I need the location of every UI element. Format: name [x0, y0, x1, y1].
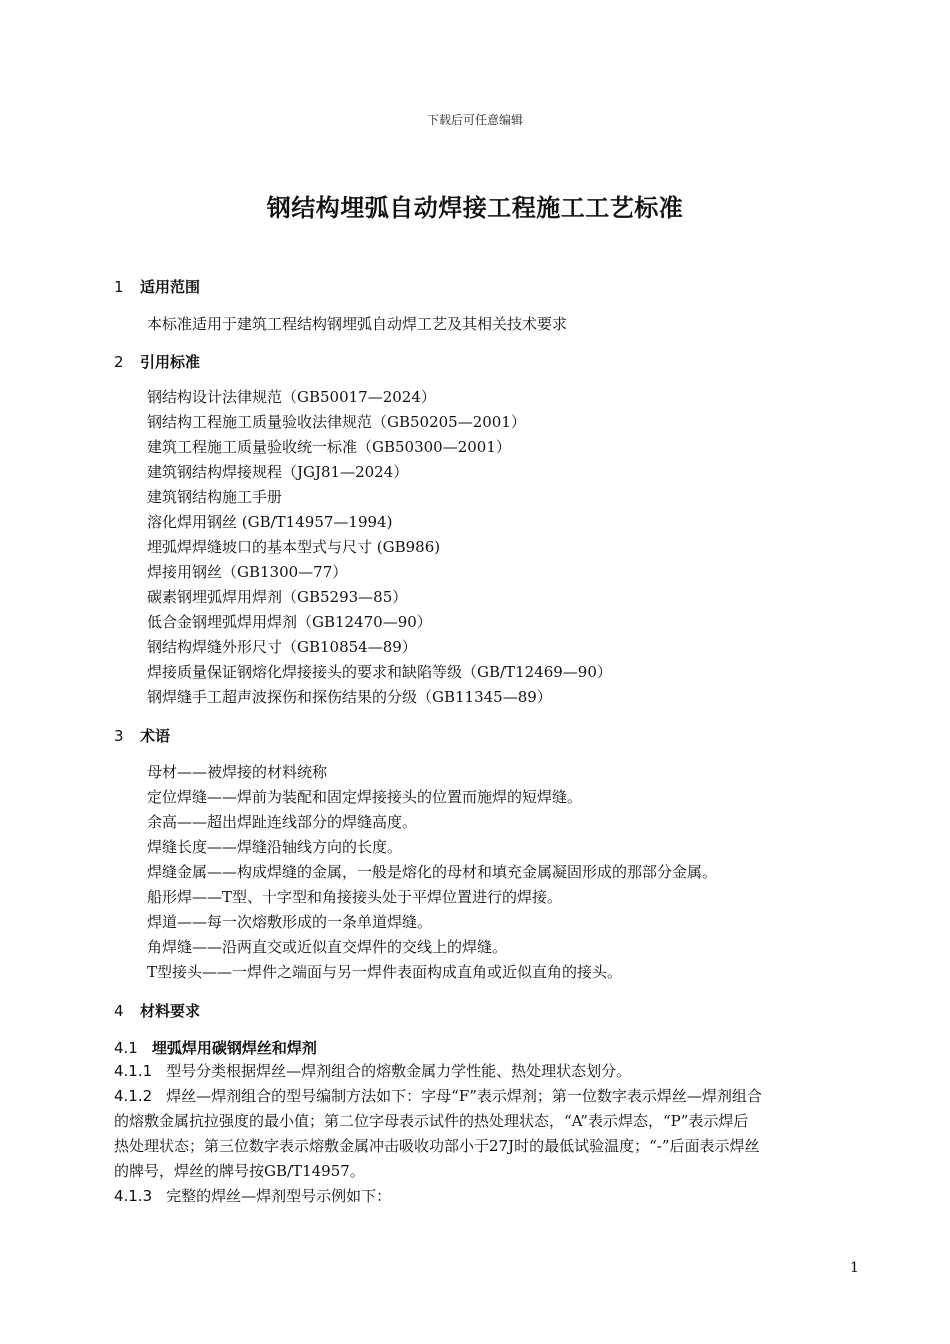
subsection-number: 4.1 [114, 1039, 138, 1057]
section-number: 2 [114, 353, 124, 371]
section-number: 1 [114, 278, 124, 296]
clause-number: 4.1.1 [114, 1062, 153, 1080]
section-title: 适用范围 [140, 278, 201, 296]
clause-number: 4.1.2 [114, 1087, 153, 1105]
clause-4-1-1 [114, 1059, 860, 1084]
list-item: 钢焊缝手工超声波探伤和探伤结果的分级（GB11345—89） [147, 688, 552, 706]
list-item: 建筑钢结构施工手册 [147, 488, 283, 506]
section-1-heading [114, 276, 200, 297]
list-item: 焊缝长度——焊缝沿轴线方向的长度。 [147, 838, 403, 856]
list-item: 焊道——每一次熔敷形成的一条单道焊缝。 [147, 913, 433, 931]
list-item: 船形焊——T型、十字型和角接接头处于平焊位置进行的焊接。 [147, 888, 563, 906]
list-item: 焊接用钢丝（GB1300—77） [147, 563, 348, 581]
clause-text: 焊丝—焊剂组合的型号编制方法如下：字母“F”表示焊剂；第一位数字表示焊丝—焊剂组合 [166, 1087, 762, 1105]
section-number: 4 [114, 1002, 124, 1020]
list-item: 焊缝金属——构成焊缝的金属，一般是熔化的母材和填充金属凝固形成的那部分金属。 [147, 863, 718, 881]
section-1-body [147, 312, 567, 337]
section-3-heading [114, 725, 170, 746]
list-item: T型接头——一焊件之端面与另一焊件表面构成直角或近似直角的接头。 [147, 963, 623, 981]
clause-number: 4.1.3 [114, 1187, 153, 1205]
list-item: 建筑钢结构焊接规程（JGJ81—2024） [147, 463, 409, 481]
list-item: 溶化焊用钢丝 (GB/T14957—1994) [147, 513, 393, 531]
document-title: 钢结构埋弧自动焊接工程施工工艺标准 [266, 194, 684, 222]
clause-4-1-3 [114, 1184, 860, 1209]
section-title: 引用标准 [140, 353, 201, 371]
list-item: 焊接质量保证钢熔化焊接接头的要求和缺陷等级（GB/T12469—90） [147, 663, 612, 681]
header-note: 下载后可任意编辑 [426, 113, 523, 127]
page-number: 1 [850, 1260, 859, 1276]
list-item: 碳素钢埋弧焊用焊剂（GB5293—85） [147, 588, 408, 606]
section-title: 术语 [140, 727, 171, 745]
list-item: 角焊缝——沿两直交或近似直交焊件的交线上的焊缝。 [147, 938, 508, 956]
subsection-4-1-heading [114, 1037, 317, 1058]
list-item: 余高——超出焊趾连线部分的焊缝高度。 [147, 813, 418, 831]
terms-list [147, 760, 717, 985]
list-item: 低合金钢埋弧焊用焊剂（GB12470—90） [147, 613, 432, 631]
list-item: 钢结构工程施工质量验收法律规范（GB50205—2001） [147, 413, 526, 431]
section-number: 3 [114, 727, 124, 745]
list-item: 埋弧焊焊缝坡口的基本型式与尺寸 (GB986) [147, 538, 441, 556]
reference-list [147, 385, 612, 710]
list-item: 钢结构设计法律规范（GB50017—2024） [147, 388, 436, 406]
list-item: 钢结构焊缝外形尺寸（GB10854—89） [147, 638, 417, 656]
section-4-heading [114, 1000, 200, 1021]
section-title: 材料要求 [140, 1002, 201, 1020]
clause-text: 型号分类根据焊丝—焊剂组合的熔敷金属力学性能、热处理状态划分。 [166, 1062, 632, 1080]
clause-4-1-2 [114, 1084, 860, 1184]
clause-text: 热处理状态；第三位数字表示熔敷金属冲击吸收功部小于27J时的最低试验温度；“-”后面表示焊丝 [114, 1137, 760, 1155]
list-item: 定位焊缝——焊前为装配和固定焊接接头的位置而施焊的短焊缝。 [147, 788, 583, 806]
clause-text: 的熔敷金属抗拉强度的最小值；第二位字母表示试件的热处理状态，“A”表示焊态，“P”表示焊后 [114, 1112, 749, 1130]
list-item: 建筑工程施工质量验收统一标准（GB50300—2001） [147, 438, 511, 456]
list-item: 母材——被焊接的材料统称 [147, 763, 328, 781]
section-2-heading [114, 351, 200, 372]
clause-text: 的牌号，焊丝的牌号按GB/T14957。 [114, 1162, 365, 1180]
clause-text: 完整的焊丝—焊剂型号示例如下： [166, 1187, 392, 1205]
subsection-title: 埋弧焊用碳钢焊丝和焊剂 [151, 1039, 317, 1057]
paragraph: 本标准适用于建筑工程结构钢埋弧自动焊工艺及其相关技术要求 [147, 315, 568, 333]
